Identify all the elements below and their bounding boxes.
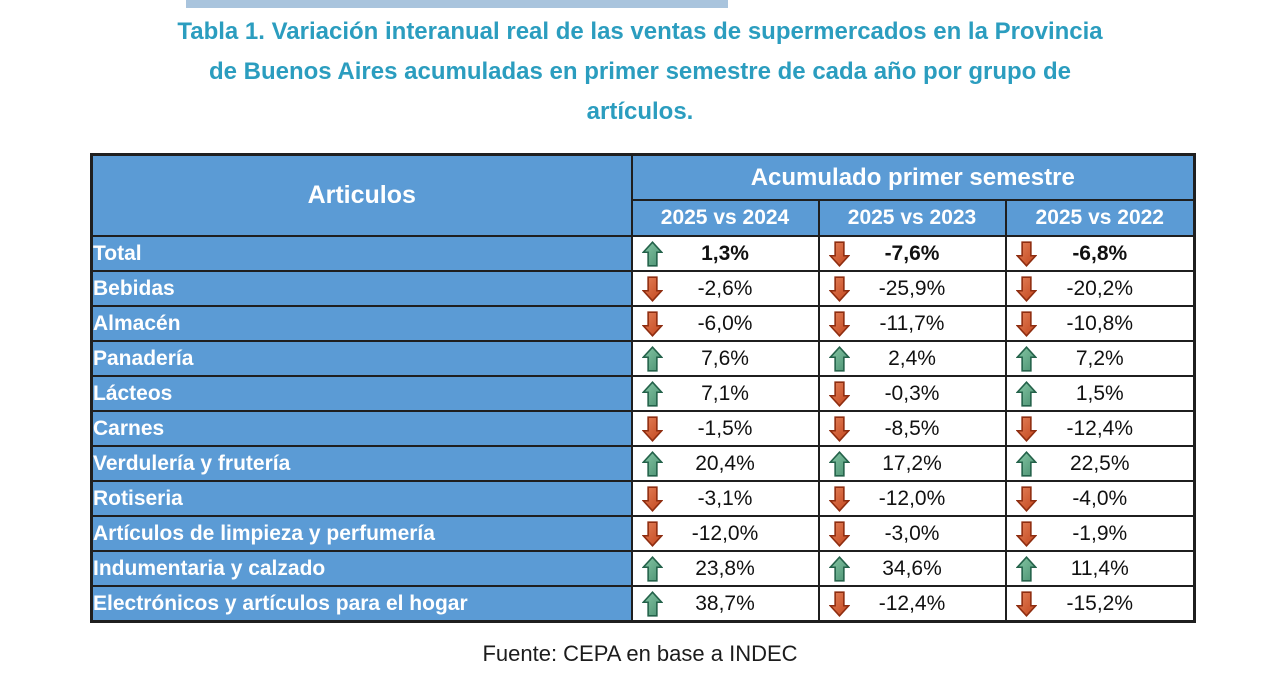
value-text: -0,3% bbox=[884, 381, 940, 405]
value-text: 7,2% bbox=[1075, 346, 1124, 370]
source-note: Fuente: CEPA en base a INDEC bbox=[482, 641, 798, 666]
value-cell bbox=[1006, 481, 1195, 516]
down-arrow-icon bbox=[642, 520, 663, 547]
value-cell bbox=[1006, 551, 1195, 586]
value-text: -1,9% bbox=[1072, 521, 1128, 545]
down-arrow-icon bbox=[829, 520, 850, 547]
group-header-acumulado: Acumulado primer semestre bbox=[632, 155, 1195, 201]
value-cell bbox=[1006, 306, 1195, 341]
down-arrow-icon bbox=[642, 310, 663, 337]
down-arrow-icon bbox=[1016, 485, 1037, 512]
table-row bbox=[92, 306, 1195, 341]
down-arrow-icon bbox=[1016, 310, 1037, 337]
value-cell bbox=[819, 236, 1006, 271]
down-arrow-icon bbox=[829, 485, 850, 512]
table-row bbox=[92, 516, 1195, 551]
row-label: Panadería bbox=[92, 341, 632, 376]
value-cell bbox=[819, 446, 1006, 481]
down-arrow-icon bbox=[829, 240, 850, 267]
down-arrow-icon bbox=[1016, 520, 1037, 547]
value-text: 20,4% bbox=[695, 451, 755, 475]
value-text: -8,5% bbox=[884, 416, 940, 440]
up-arrow-icon bbox=[642, 345, 663, 372]
row-label: Total bbox=[92, 236, 632, 271]
value-text: 7,6% bbox=[701, 346, 749, 370]
value-text: 1,5% bbox=[1075, 381, 1124, 405]
value-cell bbox=[632, 481, 819, 516]
value-cell bbox=[819, 306, 1006, 341]
column-header-2025-vs-2024: 2025 vs 2024 bbox=[632, 200, 819, 236]
sales-variation-table bbox=[90, 153, 1196, 623]
value-text: 7,1% bbox=[701, 381, 749, 405]
up-arrow-icon bbox=[642, 380, 663, 407]
row-label: Rotiseria bbox=[92, 481, 632, 516]
title-line-1: Tabla 1. Variación interanual real de las ventas de supermercados en la Provincia bbox=[177, 18, 1103, 45]
up-arrow-icon bbox=[642, 590, 663, 617]
value-cell bbox=[632, 586, 819, 622]
row-label: Carnes bbox=[92, 411, 632, 446]
down-arrow-icon bbox=[829, 310, 850, 337]
value-text: -10,8% bbox=[1066, 311, 1134, 335]
value-cell bbox=[1006, 341, 1195, 376]
down-arrow-icon bbox=[1016, 415, 1037, 442]
up-arrow-icon bbox=[642, 450, 663, 477]
up-arrow-icon bbox=[1016, 450, 1037, 477]
table-row bbox=[92, 236, 1195, 271]
group-header-row bbox=[92, 155, 1195, 201]
up-arrow-icon bbox=[829, 555, 850, 582]
row-label: Bebidas bbox=[92, 271, 632, 306]
value-text: -25,9% bbox=[878, 276, 946, 300]
down-arrow-icon bbox=[1016, 275, 1037, 302]
value-text: -11,7% bbox=[879, 311, 945, 335]
column-header-2025-vs-2023: 2025 vs 2023 bbox=[819, 200, 1006, 236]
up-arrow-icon bbox=[642, 555, 663, 582]
table-title bbox=[40, 12, 1240, 132]
table-row bbox=[92, 271, 1195, 306]
table-row bbox=[92, 551, 1195, 586]
down-arrow-icon bbox=[642, 415, 663, 442]
value-cell bbox=[1006, 446, 1195, 481]
down-arrow-icon bbox=[642, 275, 663, 302]
value-cell bbox=[1006, 236, 1195, 271]
value-text: -15,2% bbox=[1066, 591, 1134, 615]
value-text: 22,5% bbox=[1069, 451, 1130, 475]
up-arrow-icon bbox=[642, 240, 663, 267]
value-cell bbox=[1006, 376, 1195, 411]
title-line-3: artículos. bbox=[586, 98, 694, 125]
value-text: -12,0% bbox=[691, 521, 759, 545]
value-cell bbox=[632, 271, 819, 306]
value-text: 38,7% bbox=[695, 591, 755, 615]
value-text: 34,6% bbox=[882, 556, 942, 580]
value-cell bbox=[1006, 271, 1195, 306]
value-text: -7,6% bbox=[884, 241, 940, 265]
value-cell bbox=[1006, 411, 1195, 446]
up-arrow-icon bbox=[829, 450, 850, 477]
decorative-top-bar bbox=[186, 0, 728, 8]
value-cell bbox=[632, 446, 819, 481]
down-arrow-icon bbox=[642, 485, 663, 512]
value-text: -6,0% bbox=[697, 311, 753, 335]
value-text: -12,0% bbox=[878, 486, 946, 510]
value-text: -6,8% bbox=[1072, 241, 1128, 265]
value-cell bbox=[632, 236, 819, 271]
value-cell bbox=[1006, 586, 1195, 622]
up-arrow-icon bbox=[1016, 380, 1037, 407]
value-text: -12,4% bbox=[1066, 416, 1134, 440]
value-text: -12,4% bbox=[878, 591, 946, 615]
value-cell bbox=[819, 481, 1006, 516]
down-arrow-icon bbox=[1016, 590, 1037, 617]
value-cell bbox=[819, 551, 1006, 586]
value-text: 23,8% bbox=[695, 556, 755, 580]
value-text: 11,4% bbox=[1070, 556, 1129, 580]
value-cell bbox=[819, 341, 1006, 376]
down-arrow-icon bbox=[829, 380, 850, 407]
value-text: -2,6% bbox=[697, 276, 753, 300]
row-label: Electrónicos y artículos para el hogar bbox=[92, 586, 632, 622]
value-text: 2,4% bbox=[888, 346, 936, 370]
value-text: -20,2% bbox=[1066, 276, 1134, 300]
value-cell bbox=[819, 271, 1006, 306]
up-arrow-icon bbox=[1016, 555, 1037, 582]
down-arrow-icon bbox=[829, 415, 850, 442]
up-arrow-icon bbox=[829, 345, 850, 372]
row-label: Indumentaria y calzado bbox=[92, 551, 632, 586]
table-row bbox=[92, 376, 1195, 411]
column-header-2025-vs-2022: 2025 vs 2022 bbox=[1006, 200, 1195, 236]
down-arrow-icon bbox=[1016, 240, 1037, 267]
value-cell bbox=[1006, 516, 1195, 551]
value-text: -4,0% bbox=[1072, 486, 1128, 510]
row-label: Artículos de limpieza y perfumería bbox=[92, 516, 632, 551]
value-text: -3,0% bbox=[884, 521, 940, 545]
value-text: -3,1% bbox=[697, 486, 753, 510]
value-text: 1,3% bbox=[701, 241, 749, 265]
value-cell bbox=[819, 411, 1006, 446]
value-cell bbox=[632, 411, 819, 446]
value-text: 17,2% bbox=[882, 451, 942, 475]
table-row bbox=[92, 586, 1195, 622]
row-label: Verdulería y frutería bbox=[92, 446, 632, 481]
value-cell bbox=[632, 341, 819, 376]
value-cell bbox=[819, 516, 1006, 551]
down-arrow-icon bbox=[829, 275, 850, 302]
value-cell bbox=[819, 586, 1006, 622]
table-row bbox=[92, 446, 1195, 481]
table-row bbox=[92, 341, 1195, 376]
title-line-2: de Buenos Aires acumuladas en primer semestre de cada año por grupo de bbox=[208, 58, 1072, 85]
table-row bbox=[92, 411, 1195, 446]
down-arrow-icon bbox=[829, 590, 850, 617]
value-cell bbox=[632, 306, 819, 341]
value-cell bbox=[632, 376, 819, 411]
row-label: Almacén bbox=[92, 306, 632, 341]
up-arrow-icon bbox=[1016, 345, 1037, 372]
value-cell bbox=[632, 516, 819, 551]
value-text: -1,5% bbox=[697, 416, 753, 440]
row-label: Lácteos bbox=[92, 376, 632, 411]
column-header-articulos: Articulos bbox=[92, 155, 632, 237]
value-cell bbox=[632, 551, 819, 586]
value-cell bbox=[819, 376, 1006, 411]
table-row bbox=[92, 481, 1195, 516]
